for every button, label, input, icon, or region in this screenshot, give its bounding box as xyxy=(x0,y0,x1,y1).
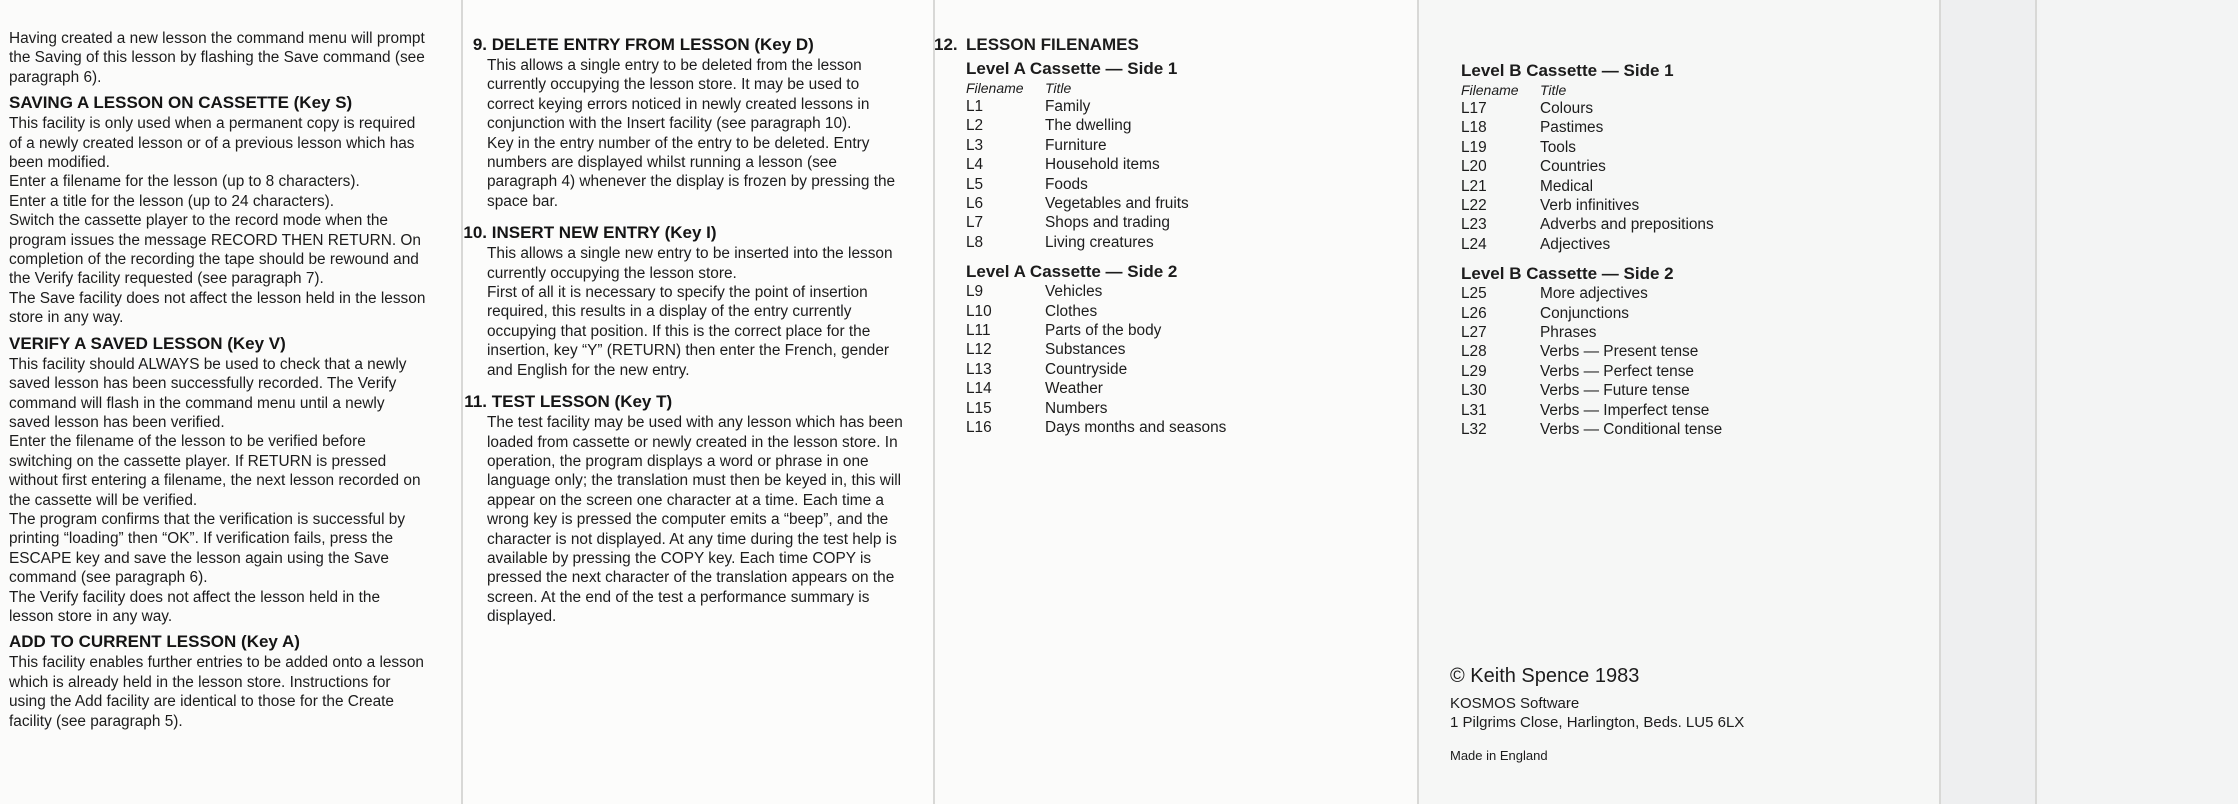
lesson-title: Vehicles xyxy=(1045,283,1103,301)
section-verify xyxy=(9,334,427,627)
lesson-filename: L6 xyxy=(966,195,984,213)
lesson-filename: L26 xyxy=(1461,304,1487,322)
lesson-row xyxy=(1461,401,1921,420)
lesson-title: More adjectives xyxy=(1540,285,1648,303)
filename-header: Filename xyxy=(1461,82,1519,98)
copyright-line: © Keith Spence 1983 xyxy=(1450,665,1640,687)
lesson-filename: L20 xyxy=(1461,158,1487,176)
lesson-filename: L9 xyxy=(966,283,984,301)
instructions-column-2 xyxy=(462,35,908,627)
lesson-row xyxy=(1461,118,1921,137)
lesson-title: Verbs — Present tense xyxy=(1540,343,1699,361)
lesson-row xyxy=(966,282,1394,301)
lesson-title: Adverbs and prepositions xyxy=(1540,216,1714,234)
lesson-filename: L1 xyxy=(966,98,984,115)
publisher-name: KOSMOS Software xyxy=(1450,695,1580,712)
lesson-row xyxy=(1461,177,1921,196)
lesson-title: Household items xyxy=(1045,156,1160,174)
intro-paragraph: Having created a new lesson the command menu will prompt the Saving of this lesson by flashing the Save command (see paragraph 6). xyxy=(9,30,425,86)
lesson-row xyxy=(1461,304,1921,323)
lesson-filename: L16 xyxy=(966,419,992,437)
section-title: VERIFY A SAVED LESSON (Key V) xyxy=(9,333,286,353)
lesson-row xyxy=(966,175,1394,194)
lesson-title: Furniture xyxy=(1045,136,1107,154)
lesson-filename: L18 xyxy=(1461,119,1487,137)
fold-line xyxy=(1417,0,1419,804)
lesson-filename: L14 xyxy=(966,380,992,398)
lesson-filename: L32 xyxy=(1461,421,1487,439)
lesson-row xyxy=(1461,362,1921,381)
lesson-filename: L29 xyxy=(1461,362,1487,380)
lesson-title: Substances xyxy=(1045,341,1126,359)
panel-6 xyxy=(2036,0,2238,804)
lesson-row xyxy=(966,321,1394,340)
imprint xyxy=(1450,664,1910,764)
lesson-title: Days months and seasons xyxy=(1045,419,1227,437)
lesson-title: Tools xyxy=(1540,138,1576,156)
lesson-filename: L10 xyxy=(966,302,992,320)
section-title: ADD TO CURRENT LESSON (Key A) xyxy=(9,632,300,652)
lesson-filenames-column-1 xyxy=(934,35,1394,438)
lesson-row xyxy=(966,418,1394,437)
section-test xyxy=(462,392,908,626)
lesson-filename: L25 xyxy=(1461,285,1487,303)
section-title: TEST LESSON (Key T) xyxy=(491,392,673,412)
paragraph: The test facility may be used with any lesson which has been loaded from cassette or newly created in the lesson store. In operation, the program displays a word or phrase in one language only; the translation must then be keyed in, this will appear on the screen one character at a time. Each time a wrong key is pressed the computer emits a “beep”, and the character is not displayed. At any time during the test help is available by pressing the COPY key. Each time COPY is pressed the next character of the translation appears on the screen. At the end of the test a performance summary is displayed. xyxy=(487,414,903,626)
section-heading xyxy=(462,392,908,412)
instructions-column-1 xyxy=(9,29,427,731)
lesson-filename: L5 xyxy=(966,175,984,193)
made-in-label: Made in England xyxy=(1450,748,1548,763)
paragraph: This facility enables further entries to be added onto a lesson which is already held in the lesson store. Instructions for using the Add facility are identical to those for the Create facility (see paragraph 5). xyxy=(9,654,424,730)
group-heading: Level A Cassette — Side 1 xyxy=(966,59,1178,78)
fold-line xyxy=(1939,0,1941,804)
lesson-row xyxy=(966,97,1394,116)
lesson-filename: L24 xyxy=(1461,235,1487,253)
lesson-title: Conjunctions xyxy=(1540,304,1629,322)
lesson-filename: L27 xyxy=(1461,324,1487,342)
lesson-row xyxy=(1461,196,1921,215)
lesson-row xyxy=(1461,342,1921,361)
lesson-filenames-heading xyxy=(934,35,1394,55)
paragraph: Enter a title for the lesson (up to 24 characters). xyxy=(9,192,335,210)
paragraph: Key in the entry number of the entry to be deleted. Entry numbers are displayed whilst running a lesson (see paragraph 4) whenever the display is frozen by pressing the space bar. xyxy=(487,134,896,210)
lesson-title: Medical xyxy=(1540,177,1594,195)
lesson-title: Family xyxy=(1045,98,1091,115)
lesson-row xyxy=(1461,420,1921,439)
filename-header: Filename xyxy=(966,80,1024,96)
paragraph: Switch the cassette player to the record mode when the program issues the message RECORD THEN RETURN. On completion of the recording the tape should be rewound and the Verify facility requested (see paragraph 7). xyxy=(9,212,421,288)
lesson-row xyxy=(966,213,1394,232)
lesson-filename: L22 xyxy=(1461,197,1487,215)
paragraph: The Save facility does not affect the lesson held in the lesson store in any way. xyxy=(9,289,426,327)
section-number: 12. xyxy=(934,35,958,54)
lesson-title: Weather xyxy=(1045,380,1103,398)
lesson-title: Pastimes xyxy=(1540,119,1604,137)
section-title: DELETE ENTRY FROM LESSON (Key D) xyxy=(491,35,814,54)
paragraph: Enter a filename for the lesson (up to 8 characters). xyxy=(9,173,360,191)
lesson-filename: L2 xyxy=(966,117,984,135)
lesson-filename: L17 xyxy=(1461,100,1487,117)
paragraph: This facility is only used when a permanent copy is required of a newly created lesson or of a previous lesson which has been modified. xyxy=(9,115,416,172)
section-delete xyxy=(462,35,908,211)
lesson-row xyxy=(1461,284,1921,303)
section-saving xyxy=(9,93,427,327)
lesson-filename: L23 xyxy=(1461,216,1487,234)
lesson-title: Foods xyxy=(1045,175,1088,193)
list-header xyxy=(1461,81,1921,99)
group-heading: Level B Cassette — Side 1 xyxy=(1461,61,1674,80)
lesson-list xyxy=(1461,99,1921,254)
lesson-title: Verbs — Perfect tense xyxy=(1540,362,1694,380)
lesson-row xyxy=(966,340,1394,359)
lesson-row xyxy=(1461,323,1921,342)
paragraph: This allows a single new entry to be inserted into the lesson currently occupying the lesson store. xyxy=(487,245,893,282)
group-heading: Level B Cassette — Side 2 xyxy=(1461,264,1674,284)
section-heading xyxy=(462,223,908,243)
lesson-filename: L11 xyxy=(966,322,991,340)
fold-line xyxy=(2035,0,2037,804)
section-insert xyxy=(462,223,908,380)
lesson-row xyxy=(966,379,1394,398)
title-header: Title xyxy=(1540,82,1567,98)
lesson-title: Verb infinitives xyxy=(1540,197,1640,215)
lesson-title: Numbers xyxy=(1045,399,1108,417)
lesson-title: Vegetables and fruits xyxy=(1045,195,1189,213)
lesson-row xyxy=(966,116,1394,135)
lesson-filename: L19 xyxy=(1461,138,1487,156)
lesson-filename: L12 xyxy=(966,341,992,359)
paragraph: This allows a single entry to be deleted from the lesson currently occupying the lesson store. It may be used to correct keying errors noticed in newly created lessons in conjunction with the Insert facility (see paragraph 10). xyxy=(487,57,870,133)
panel-5 xyxy=(1940,0,2036,804)
lesson-filename: L15 xyxy=(966,399,992,417)
lesson-filename: L30 xyxy=(1461,382,1487,400)
lesson-list xyxy=(966,97,1394,252)
lesson-row xyxy=(1461,157,1921,176)
lesson-title: Parts of the body xyxy=(1045,322,1162,340)
lesson-title: Phrases xyxy=(1540,324,1597,342)
lesson-title: The dwelling xyxy=(1045,117,1132,135)
lesson-filename: L28 xyxy=(1461,343,1487,361)
lesson-title: Clothes xyxy=(1045,302,1098,320)
lesson-title: Colours xyxy=(1540,100,1594,117)
lesson-filename: L7 xyxy=(966,214,984,232)
lesson-row xyxy=(1461,99,1921,118)
section-title: SAVING A LESSON ON CASSETTE (Key S) xyxy=(9,93,353,113)
section-number: 10. xyxy=(463,223,487,243)
paragraph: This facility should ALWAYS be used to check that a newly saved lesson has been successfully recorded. The Verify command will flash in the command menu until a newly saved lesson has been verified. xyxy=(9,355,407,431)
section-heading xyxy=(462,35,908,55)
lesson-row xyxy=(1461,138,1921,157)
lesson-title: Verbs — Future tense xyxy=(1540,382,1690,400)
lesson-filename: L8 xyxy=(966,233,984,251)
lesson-title: Countries xyxy=(1540,158,1606,176)
lesson-filenames-column-2 xyxy=(1461,61,1921,440)
paragraph: Enter the filename of the lesson to be verified before switching on the cassette player. If RETURN is pressed without first entering a filename, the next lesson recorded on the cassette will be verified. xyxy=(9,433,421,509)
section-title: INSERT NEW ENTRY (Key I) xyxy=(491,223,717,243)
paragraph: The Verify facility does not affect the lesson held in the lesson store in any way. xyxy=(9,588,381,625)
lesson-title: Living creatures xyxy=(1045,233,1154,251)
publisher-address: 1 Pilgrims Close, Harlington, Beds. LU5 6LX xyxy=(1450,714,1745,731)
lesson-row xyxy=(1461,381,1921,400)
lesson-row xyxy=(966,136,1394,155)
lesson-title: Countryside xyxy=(1045,360,1128,378)
lesson-row xyxy=(966,302,1394,321)
lesson-filename: L4 xyxy=(966,156,984,174)
lesson-title: Shops and trading xyxy=(1045,214,1170,232)
list-header xyxy=(966,79,1394,97)
paragraph: The program confirms that the verification is successful by printing “loading” then “OK”. If verification fails, press the ESCAPE key and save the lesson again using the Save command (see paragraph 6). xyxy=(9,510,406,587)
paragraph: First of all it is necessary to specify the point of insertion required, this results in a display of the entry currently occupying that position. If this is the correct place for the insertion, key “Y” (RETURN) then enter the French, gender and English for the new entry. xyxy=(487,284,890,379)
lesson-title: Verbs — Conditional tense xyxy=(1540,421,1723,439)
lesson-row xyxy=(966,399,1394,418)
lesson-row xyxy=(966,360,1394,379)
lesson-title: Adjectives xyxy=(1540,235,1611,253)
lesson-list xyxy=(1461,284,1921,439)
lesson-filename: L13 xyxy=(966,360,992,378)
section-number: 9. xyxy=(472,35,487,54)
lesson-row xyxy=(1461,235,1921,254)
title-header: Title xyxy=(1045,80,1072,96)
lesson-row xyxy=(1461,215,1921,234)
lesson-row xyxy=(966,194,1394,213)
lesson-row xyxy=(966,233,1394,252)
group-heading: Level A Cassette — Side 2 xyxy=(966,262,1178,282)
lesson-filename: L21 xyxy=(1461,177,1487,195)
lesson-title: Verbs — Imperfect tense xyxy=(1540,401,1710,419)
lesson-filename: L31 xyxy=(1461,401,1487,419)
lesson-row xyxy=(966,155,1394,174)
lesson-filename: L3 xyxy=(966,136,984,154)
lesson-list xyxy=(966,282,1394,437)
section-number: 11. xyxy=(464,392,487,412)
section-title: LESSON FILENAMES xyxy=(966,35,1139,54)
section-add xyxy=(9,632,427,731)
